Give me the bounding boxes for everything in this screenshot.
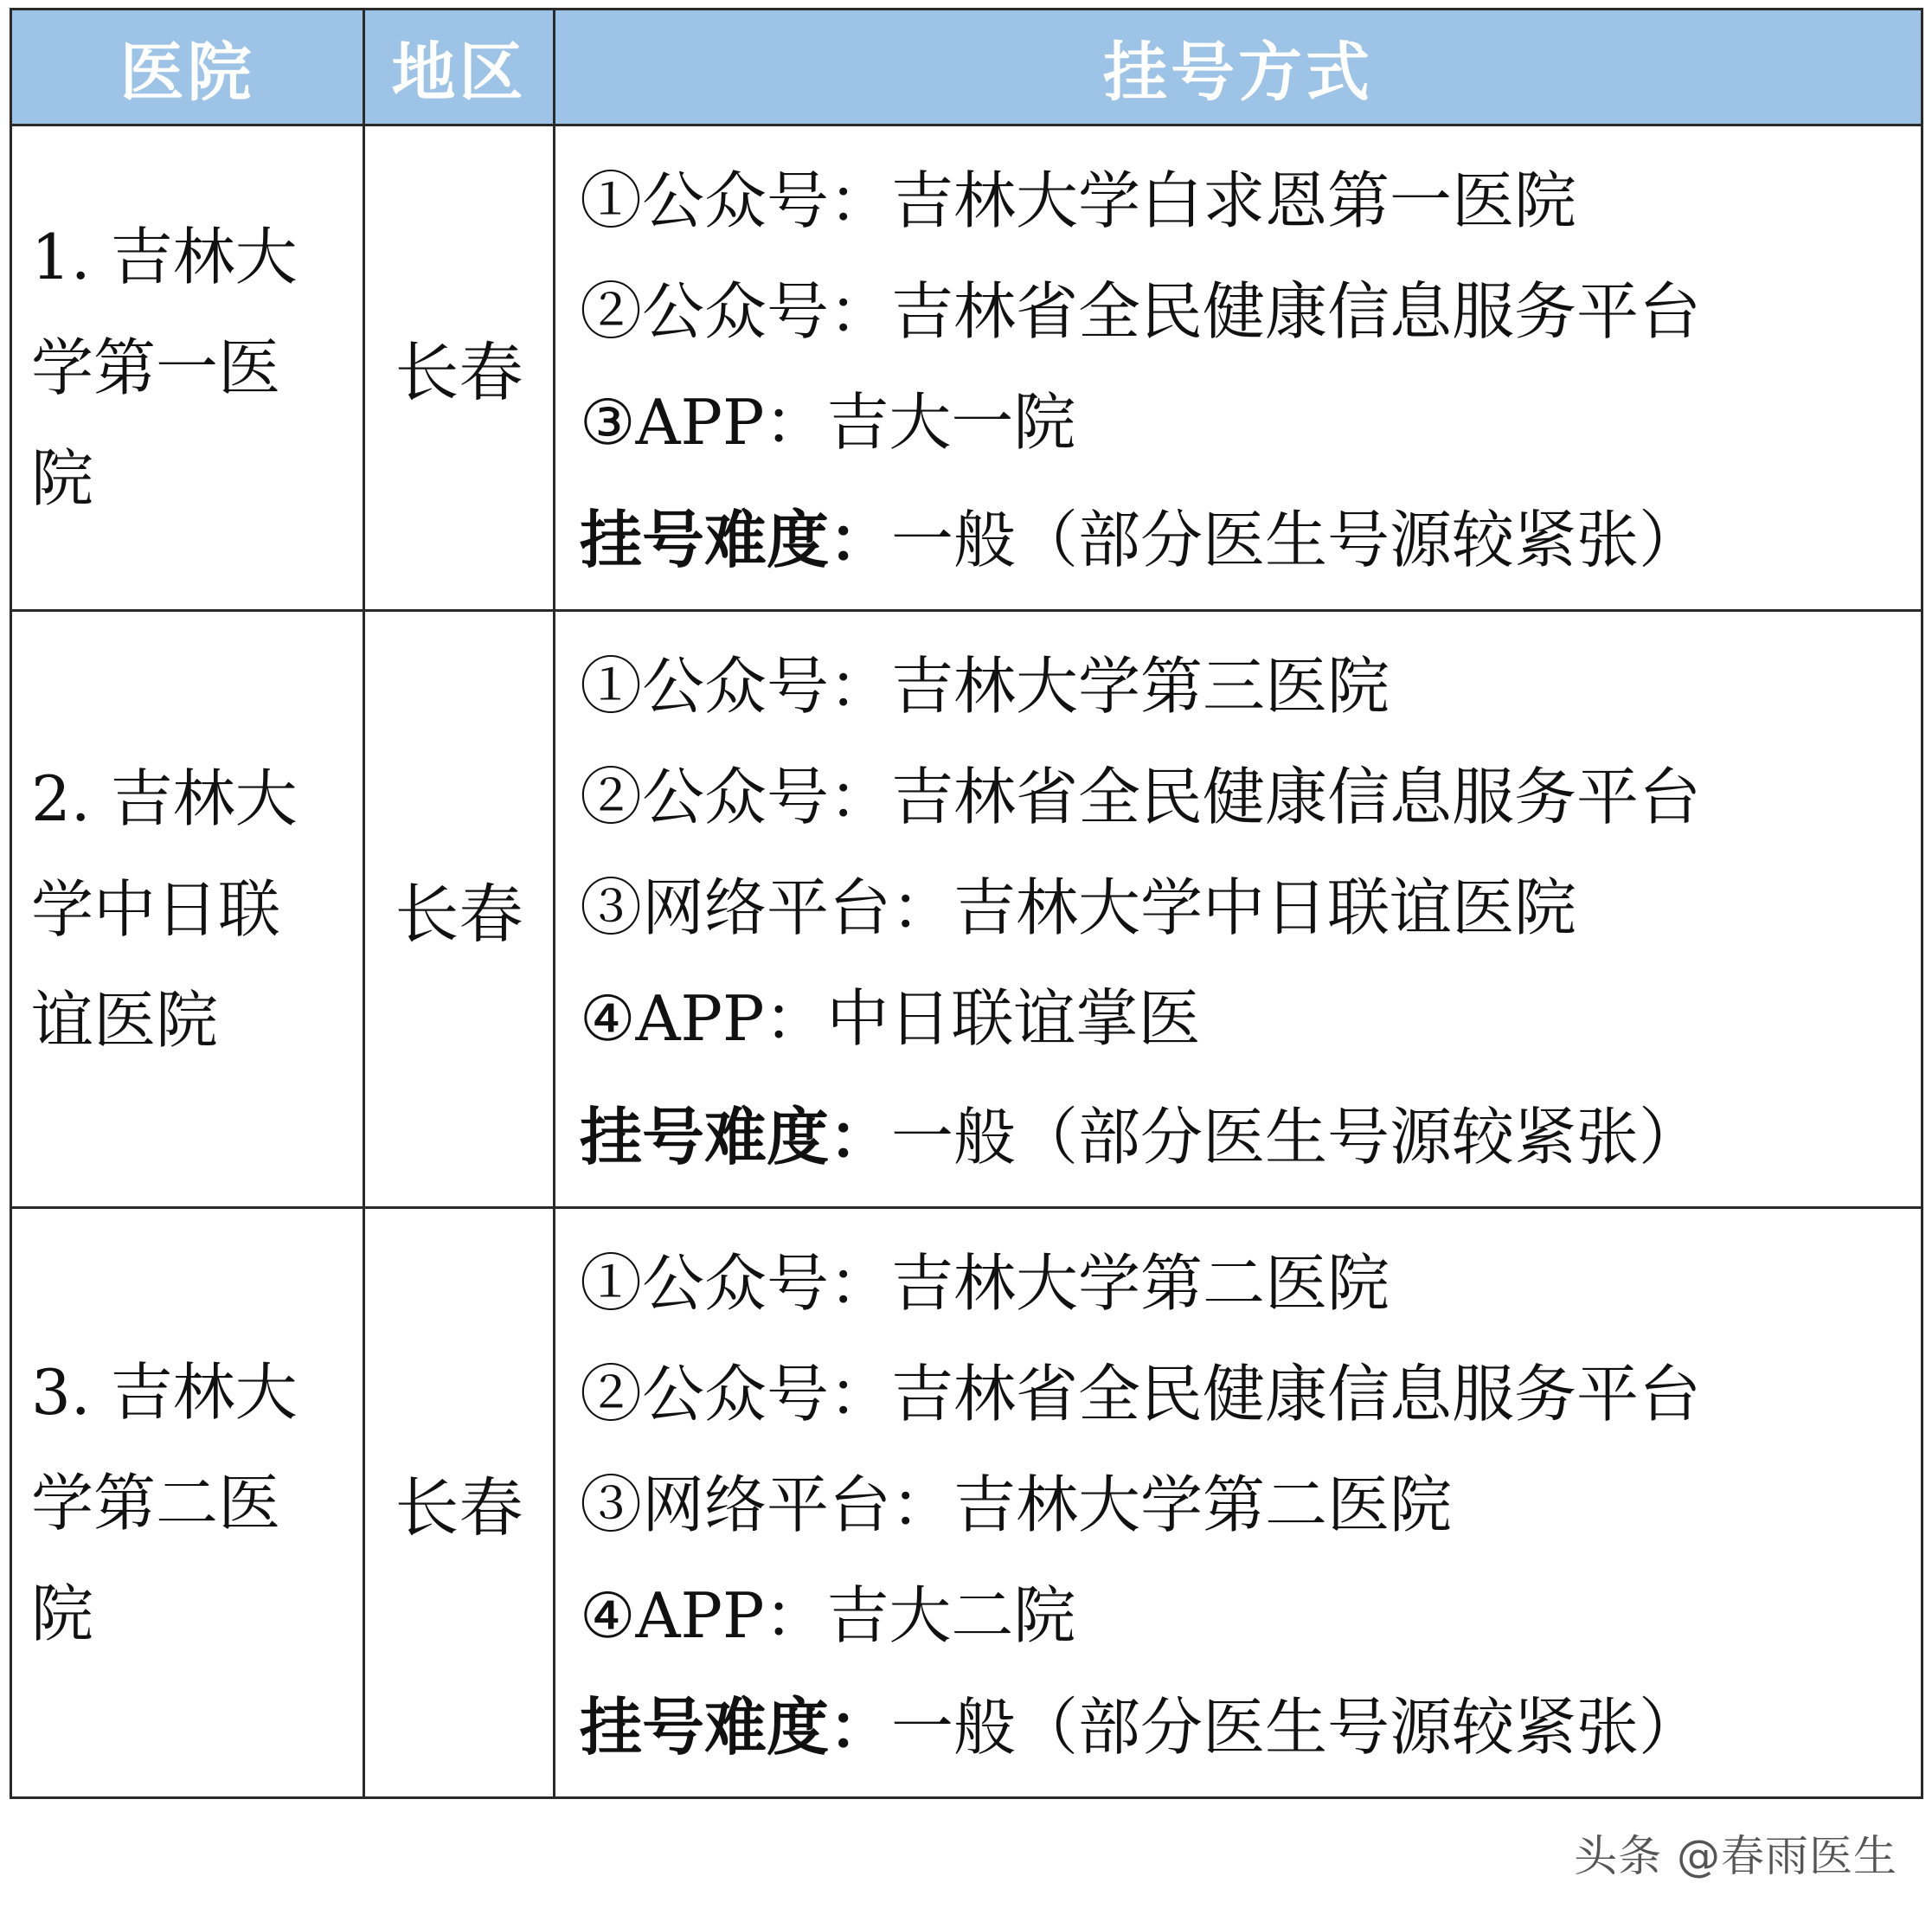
method-cell [555,612,1921,1206]
method-list [580,145,1912,478]
method-item: ③网络平台：吉林大学第二医院 [580,1468,1453,1541]
area-name: 长春 [395,1470,523,1545]
registration-table [10,8,1923,1799]
method-item: ①公众号：吉林大学白求恩第一医院 [580,164,1577,237]
method-item: ②公众号：吉林省全民健康信息服务平台 [580,761,1702,833]
hospital-name: 3. 吉林大学第二医院 [31,1355,298,1650]
area-cell [365,1209,555,1796]
difficulty-line [580,1672,1912,1783]
header-method: 挂号方式 [1103,35,1373,110]
area-name: 长春 [395,336,523,410]
table-header-row [12,10,1921,126]
method-list [580,1228,1912,1671]
hospital-cell [12,612,365,1206]
header-hospital: 医院 [12,10,365,124]
table-row [12,126,1921,612]
area-name: 长春 [395,877,523,952]
hospital-name: 1. 吉林大学第一医院 [31,221,298,515]
table-row [12,1209,1921,1796]
method-item: ②公众号：吉林省全民健康信息服务平台 [580,1358,1702,1430]
header-area: 地区 [365,10,555,124]
method-item: ④APP：吉大二院 [580,1579,1076,1652]
difficulty-label: 挂号难度： [580,504,892,576]
method-item: ④APP：中日联谊掌医 [580,982,1201,1055]
difficulty-line [580,485,1912,595]
area-cell [365,126,555,609]
method-item: ①公众号：吉林大学第三医院 [580,650,1390,723]
difficulty-label: 挂号难度： [580,1101,892,1173]
area-cell [365,612,555,1206]
method-item: ②公众号：吉林省全民健康信息服务平台 [580,275,1702,348]
hospital-cell [12,126,365,609]
method-item: ③网络平台：吉林大学中日联谊医院 [580,871,1577,944]
watermark: 头条 @春雨医生 [1574,1831,1897,1881]
method-cell [555,126,1921,609]
method-cell [555,1209,1921,1796]
difficulty-label: 挂号难度： [580,1691,892,1764]
method-item: ①公众号：吉林大学第二医院 [580,1247,1390,1320]
difficulty-value: 一般（部分医生号源较紧张） [891,1691,1702,1764]
difficulty-value: 一般（部分医生号源较紧张） [891,504,1702,576]
method-list [580,631,1912,1074]
hospital-cell [12,1209,365,1796]
table-row [12,612,1921,1209]
difficulty-value: 一般（部分医生号源较紧张） [891,1101,1702,1173]
difficulty-line [580,1082,1912,1192]
hospital-name: 2. 吉林大学中日联谊医院 [31,762,298,1057]
method-item: ③APP：吉大一院 [580,386,1076,459]
